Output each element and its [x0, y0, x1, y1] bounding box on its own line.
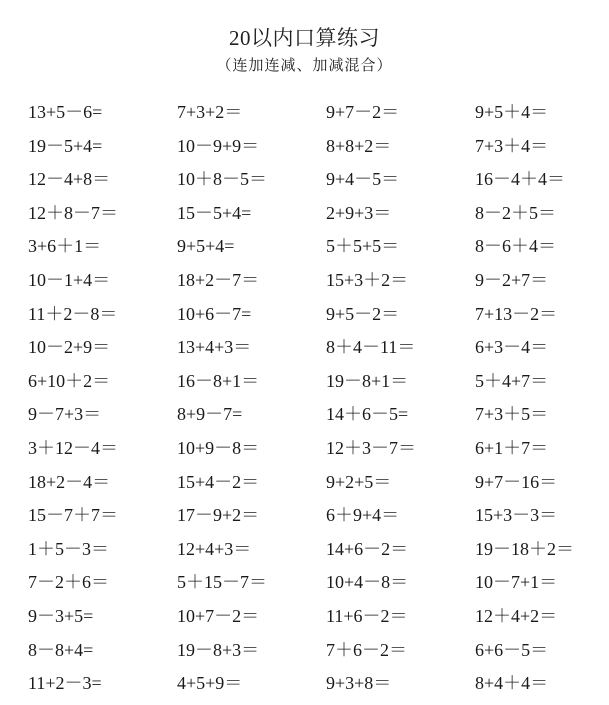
worksheet-title: 20以内口算练习 [229, 26, 380, 50]
arithmetic-problem: 15－7＋7＝ [28, 505, 118, 526]
arithmetic-problem: 9－7+3＝ [28, 404, 102, 425]
problem-row [28, 402, 608, 436]
problem-row [28, 268, 608, 302]
arithmetic-problem: 10－7+1＝ [475, 572, 558, 593]
arithmetic-problem: 6＋9+4＝ [326, 505, 400, 526]
problem-row [28, 470, 608, 504]
arithmetic-problem: 5＋5+5＝ [326, 236, 400, 257]
arithmetic-problem: 9+3+8＝ [326, 673, 392, 694]
problem-row [28, 570, 608, 604]
arithmetic-problem: 8－6＋4＝ [475, 236, 556, 257]
arithmetic-problem: 7－2＋6＝ [28, 572, 109, 593]
arithmetic-problem: 8－8+4= [28, 639, 94, 660]
arithmetic-problem: 7+3+2＝ [177, 102, 243, 122]
arithmetic-problem: 11+2－3= [28, 673, 102, 694]
arithmetic-problem: 9+2+5＝ [326, 471, 392, 492]
arithmetic-problem: 16－8+1＝ [177, 370, 260, 391]
problem-row [28, 234, 608, 268]
arithmetic-problem: 9+5－2＝ [326, 303, 400, 324]
arithmetic-problem: 12－4+8＝ [28, 169, 111, 190]
arithmetic-problem: 12+4+3＝ [177, 538, 252, 559]
arithmetic-problem: 12＋4+2＝ [475, 605, 558, 626]
arithmetic-problem: 2+9+3＝ [326, 202, 392, 223]
problem-row [28, 201, 608, 235]
arithmetic-problem: 11+6－2＝ [326, 605, 408, 626]
arithmetic-problem: 7+3＋5＝ [475, 404, 549, 425]
arithmetic-problem: 9+7－2＝ [326, 102, 400, 122]
arithmetic-problem: 10－9+9＝ [177, 135, 260, 156]
arithmetic-problem: 15+4－2＝ [177, 471, 260, 492]
arithmetic-problem: 12＋8－7＝ [28, 202, 118, 223]
problem-row [28, 100, 608, 134]
arithmetic-problem: 8＋4－11＝ [326, 337, 416, 358]
arithmetic-problem: 9+4－5＝ [326, 169, 400, 190]
arithmetic-problem: 8+4＋4＝ [475, 673, 549, 694]
arithmetic-problem: 13+4+3＝ [177, 337, 252, 358]
problem-row [28, 335, 608, 369]
arithmetic-problem: 10+6－7= [177, 303, 252, 324]
arithmetic-problem: 11＋2－8＝ [28, 303, 118, 324]
arithmetic-problem: 8－2＋5＝ [475, 202, 556, 223]
arithmetic-problem: 10+9－8＝ [177, 437, 260, 458]
arithmetic-problem: 19－8+3＝ [177, 639, 260, 660]
problem-row [28, 537, 608, 571]
arithmetic-problem: 5＋4+7＝ [475, 370, 549, 391]
arithmetic-problem: 8+8+2＝ [326, 135, 392, 156]
problem-row [28, 134, 608, 168]
arithmetic-problem: 9－3+5= [28, 605, 94, 626]
arithmetic-problem: 6+10＋2＝ [28, 370, 111, 391]
arithmetic-problem: 1＋5－3＝ [28, 538, 109, 559]
arithmetic-problem: 9－2+7＝ [475, 269, 549, 290]
arithmetic-problem: 7+3＋4＝ [475, 135, 549, 156]
arithmetic-problem: 10－2+9＝ [28, 337, 111, 358]
arithmetic-problem: 6+3－4＝ [475, 337, 549, 358]
arithmetic-problem: 19－5+4= [28, 135, 103, 156]
arithmetic-problem: 9+7－16＝ [475, 471, 558, 492]
arithmetic-problem: 10+4－8＝ [326, 572, 409, 593]
problem-grid [28, 100, 608, 705]
arithmetic-problem: 15+3＋2＝ [326, 269, 409, 290]
problem-row [28, 503, 608, 537]
arithmetic-problem: 14+6－2＝ [326, 538, 409, 559]
arithmetic-problem: 12＋3－7＝ [326, 437, 416, 458]
arithmetic-problem: 7＋6－2＝ [326, 639, 407, 660]
arithmetic-problem: 18+2－4＝ [28, 471, 111, 492]
arithmetic-problem: 16－4＋4＝ [475, 169, 565, 190]
arithmetic-problem: 3＋12－4＝ [28, 437, 118, 458]
arithmetic-problem: 7+13－2＝ [475, 303, 558, 324]
arithmetic-problem: 14＋6－5= [326, 404, 409, 425]
arithmetic-problem: 13+5－6= [28, 102, 103, 122]
arithmetic-problem: 19－18＋2＝ [475, 538, 574, 559]
arithmetic-problem: 3+6＋1＝ [28, 236, 102, 257]
arithmetic-problem: 8+9－7= [177, 404, 243, 425]
worksheet-subtitle: （连加连减、加减混合） [216, 56, 393, 74]
arithmetic-problem: 15－5+4= [177, 202, 252, 223]
arithmetic-problem: 6+6－5＝ [475, 639, 549, 660]
arithmetic-problem: 9+5+4= [177, 236, 235, 257]
arithmetic-problem: 17－9+2＝ [177, 505, 260, 526]
problem-row [28, 436, 608, 470]
problem-row [28, 604, 608, 638]
arithmetic-problem: 18+2－7＝ [177, 269, 260, 290]
problem-row [28, 638, 608, 672]
arithmetic-problem: 5＋15－7＝ [177, 572, 267, 593]
arithmetic-problem: 10＋8－5＝ [177, 169, 267, 190]
arithmetic-problem: 6+1＋7＝ [475, 437, 549, 458]
arithmetic-problem: 4+5+9＝ [177, 673, 243, 694]
arithmetic-problem: 10－1+4＝ [28, 269, 111, 290]
problem-row [28, 167, 608, 201]
problem-row [28, 302, 608, 336]
problem-row [28, 369, 608, 403]
arithmetic-problem: 9+5＋4＝ [475, 102, 549, 122]
arithmetic-problem: 10+7－2＝ [177, 605, 260, 626]
problem-row [28, 671, 608, 705]
arithmetic-problem: 19－8+1＝ [326, 370, 409, 391]
arithmetic-problem: 15+3－3＝ [475, 505, 558, 526]
